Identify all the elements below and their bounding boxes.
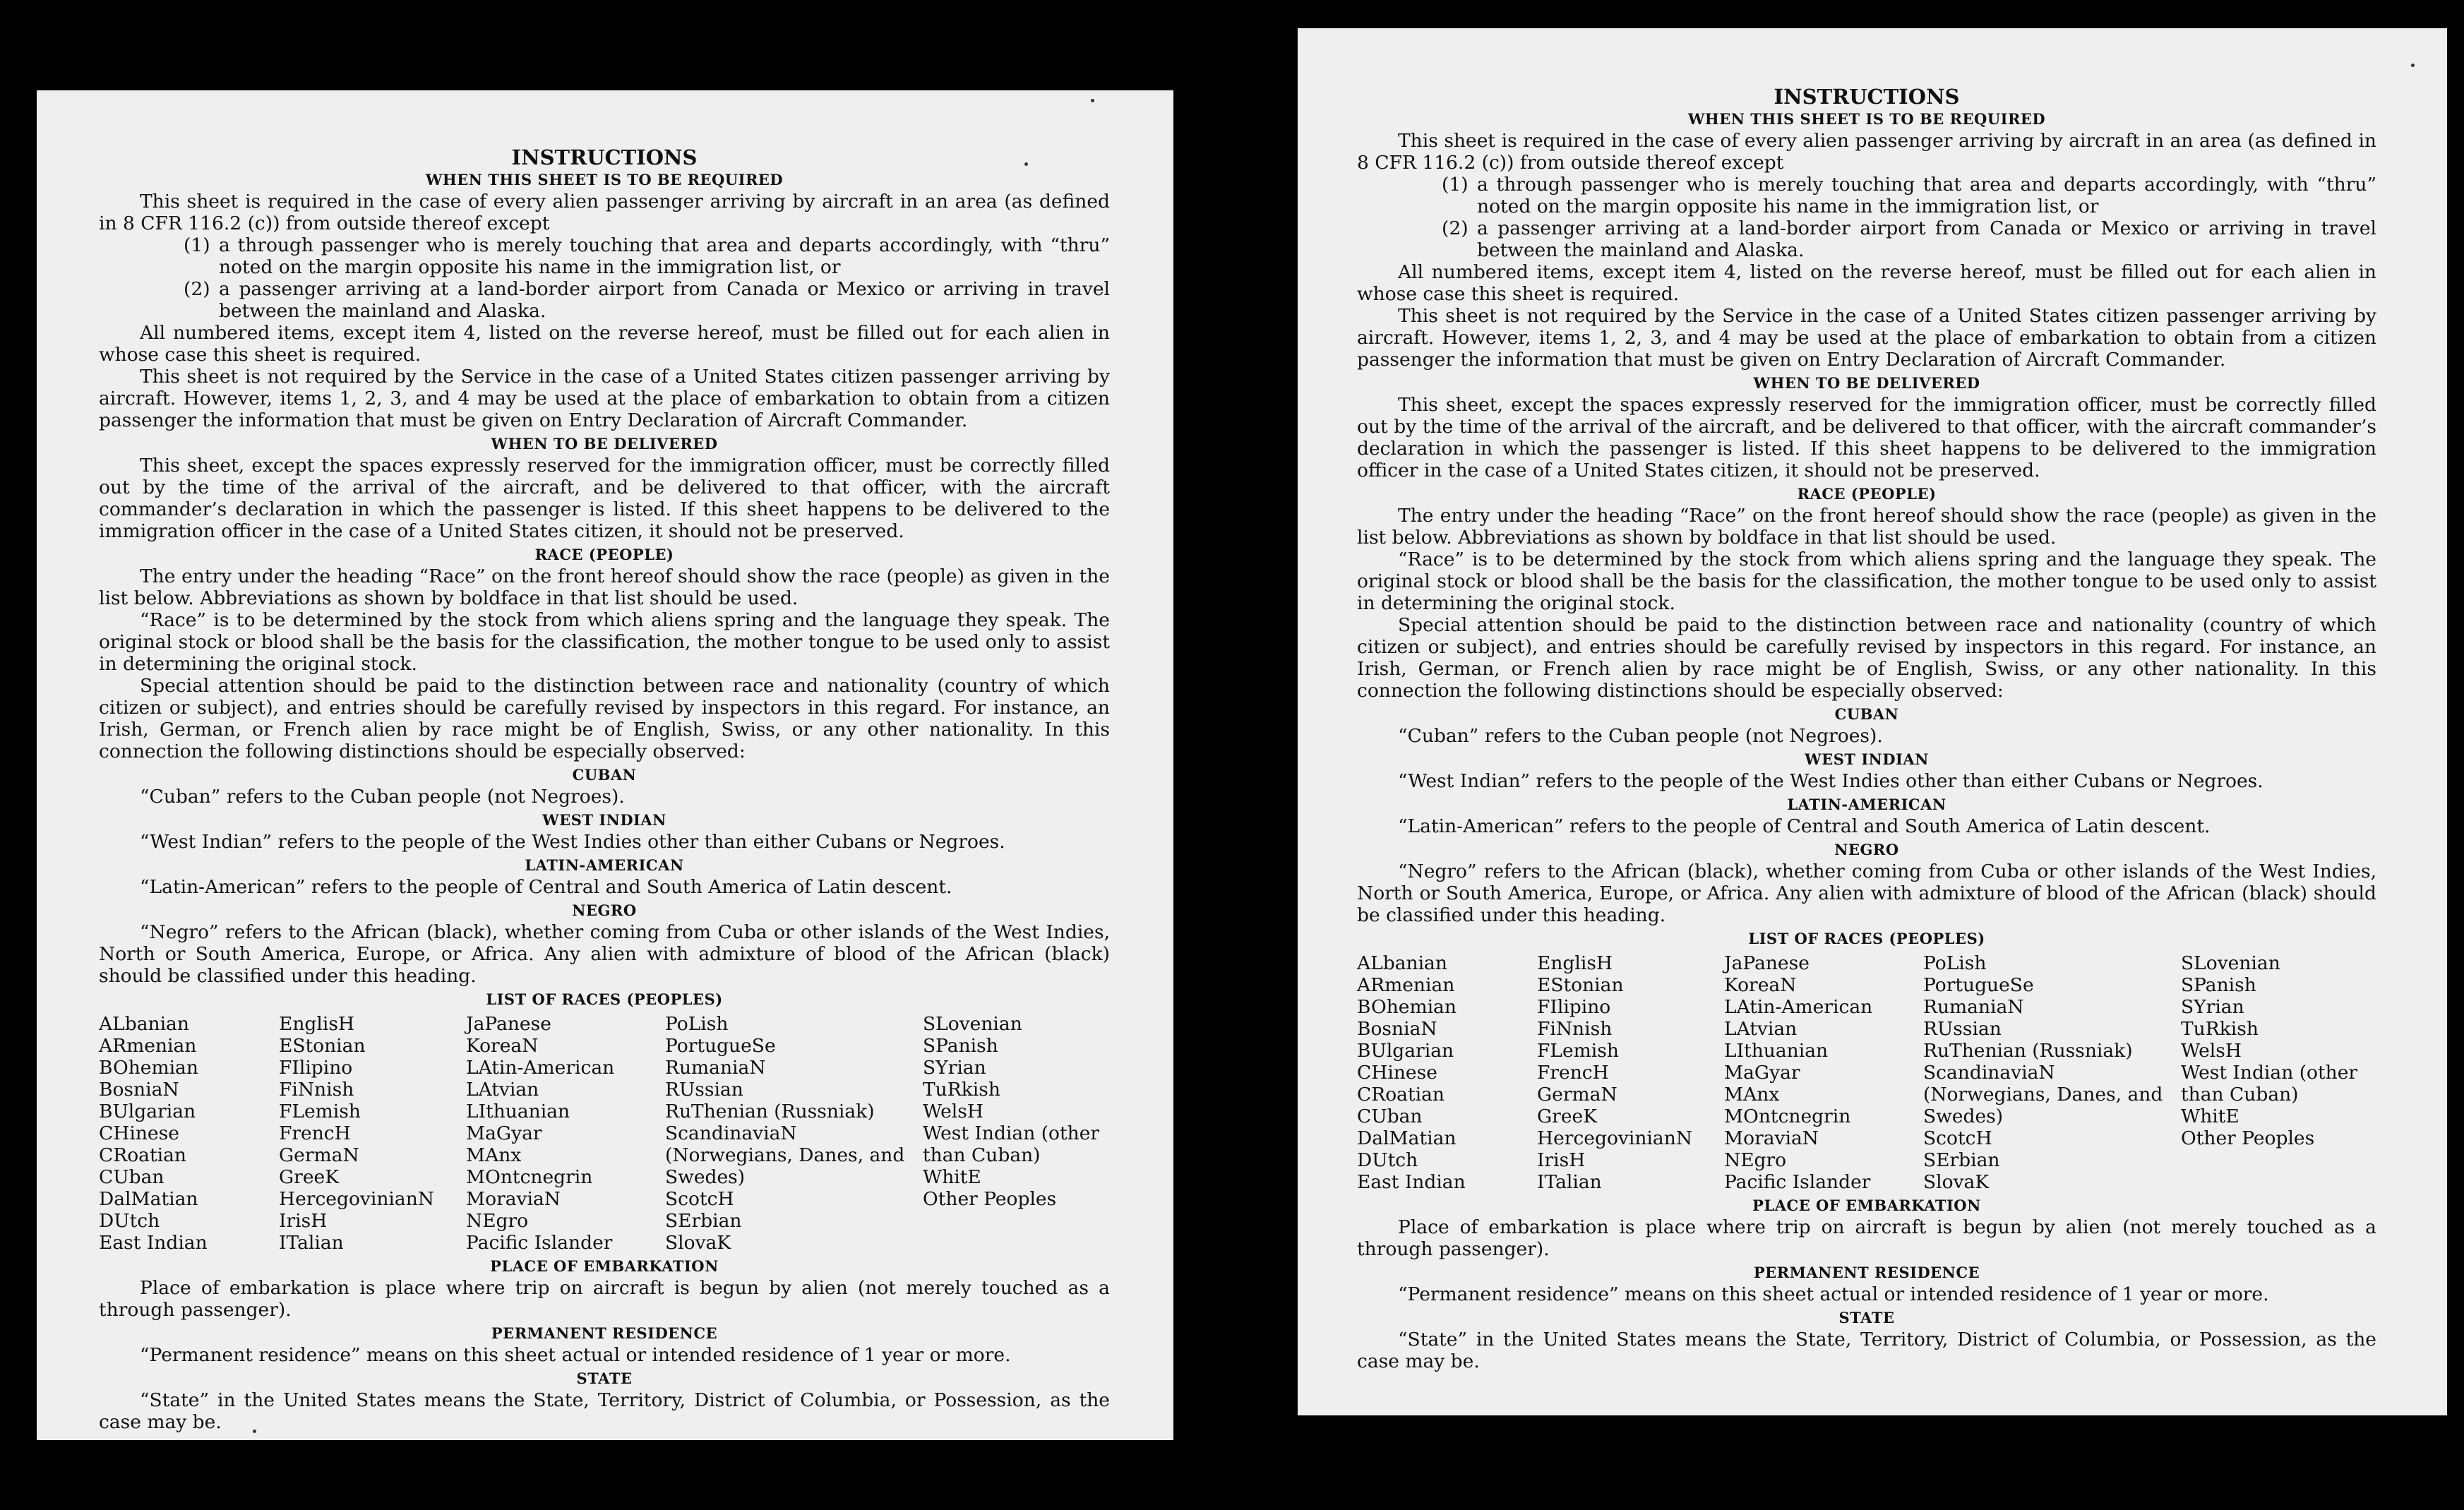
race-entry: SPanish xyxy=(923,1035,998,1057)
races-column xyxy=(1357,952,1537,1193)
section-heading-embarkation: PLACE OF EMBARKATION xyxy=(490,1257,719,1275)
races-column xyxy=(99,1013,279,1254)
race-entry: FiNnish xyxy=(279,1079,354,1101)
race-entry: ALbanian xyxy=(1357,952,1447,974)
paragraph-latin-american: “Latin-American” refers to the people of Central and South America of Latin descent. xyxy=(1398,815,2211,837)
race-entry: LAtvian xyxy=(466,1079,539,1101)
races-column xyxy=(466,1013,665,1254)
race-entry: Pacific Islander xyxy=(466,1232,613,1254)
item-number: (1) xyxy=(184,234,210,256)
race-entry: East Indian xyxy=(99,1232,208,1254)
race-entry: SPanish xyxy=(2181,974,2256,996)
item-text: a passenger arriving at a land-border airport from Canada or Mexico or arriving in travel between the mainland and Alaska. xyxy=(219,278,1110,322)
races-list xyxy=(99,1013,1110,1254)
race-entry: IrisH xyxy=(1537,1149,1586,1171)
race-entry: IrisH xyxy=(279,1210,328,1232)
races-column xyxy=(665,1013,923,1254)
race-entry: ARmenian xyxy=(1357,974,1455,996)
section-heading-when-delivered: WHEN TO BE DELIVERED xyxy=(491,435,718,453)
race-entry: EStonian xyxy=(279,1035,366,1057)
item-number: (1) xyxy=(1442,174,1469,196)
race-entry: BOhemian xyxy=(1357,996,1457,1018)
races-list xyxy=(1357,952,2376,1193)
race-entry: MaGyar xyxy=(1724,1062,1800,1084)
race-entry: ITalian xyxy=(1537,1171,1602,1193)
race-entry: GermaN xyxy=(279,1144,359,1166)
race-entry: WelsH xyxy=(2181,1040,2242,1062)
race-entry: East Indian xyxy=(1357,1171,1466,1193)
race-entry: CUban xyxy=(1357,1105,1423,1127)
section-heading-race: RACE (PEOPLE) xyxy=(1797,485,1937,503)
item-text: a passenger arriving at a land-border airport from Canada or Mexico or arriving in travel between the mainland and Alaska. xyxy=(1477,217,2376,261)
section-heading-west-indian: WEST INDIAN xyxy=(1805,750,1929,768)
race-entry: ITalian xyxy=(279,1232,344,1254)
section-heading-when-delivered: WHEN TO BE DELIVERED xyxy=(1753,374,1980,392)
race-entry: ScotcH xyxy=(665,1188,734,1210)
section-heading-cuban: CUBAN xyxy=(1834,705,1899,723)
paragraph-race-1: The entry under the heading “Race” on the front hereof should show the race (people) as given in the list below. Abbreviations as shown by boldface in that list should be used. xyxy=(99,565,1110,609)
race-entry: GreeK xyxy=(279,1166,339,1188)
section-heading-state: STATE xyxy=(576,1370,633,1387)
race-entry: DUtch xyxy=(99,1210,160,1232)
paragraph-embarkation: Place of embarkation is place where trip on aircraft is begun by alien (not merely touched as a through passenger). xyxy=(99,1277,1110,1321)
races-column xyxy=(923,1013,1113,1254)
race-entry: BOhemian xyxy=(99,1057,198,1079)
paragraph-citizen: This sheet is not required by the Service in the case of a United States citizen passenger arriving by aircraft. However, items 1, 2, 3, and 4 may be used at the place of embarkation to obtain from a citizen passenger the information that must be given on Entry Declaration of Aircraft Commander. xyxy=(1357,305,2376,371)
race-entry: ALbanian xyxy=(99,1013,189,1035)
paragraph-state: “State” in the United States means the State, Territory, District of Columbia, or Possession, as the case may be. xyxy=(1357,1329,2376,1372)
document-page-right xyxy=(1298,28,2447,1415)
race-entry: FrencH xyxy=(1537,1062,1609,1084)
paragraph-delivered: This sheet, except the spaces expressly reserved for the immigration officer, must be correctly filled out by the time of the arrival of the aircraft, and be delivered to that officer, with the aircraft commander’s declaration in which the passenger is listed. If this sheet happens to be delivered to the immigration officer in the case of a United States citizen, it should not be preserved. xyxy=(1357,394,2376,481)
race-entry: SlovaK xyxy=(665,1232,731,1254)
page-title: INSTRUCTIONS xyxy=(511,145,698,169)
race-entry: FIlipino xyxy=(1537,996,1611,1018)
race-entry: SlovaK xyxy=(1923,1171,1990,1193)
race-entry: Other Peoples xyxy=(923,1188,1057,1210)
race-entry: BosniaN xyxy=(99,1079,179,1101)
race-entry: MAnx xyxy=(1724,1084,1780,1105)
paragraph-intro: This sheet is required in the case of every alien passenger arriving by aircraft in an area (as defined in 8 CFR 116.2 (c)) from outside thereof except xyxy=(99,191,1110,234)
race-entry: HercegovinianN xyxy=(279,1188,434,1210)
item-number: (2) xyxy=(184,278,210,300)
race-entry: CHinese xyxy=(99,1122,179,1144)
page-title: INSTRUCTIONS xyxy=(1774,85,1960,109)
paragraph-residence: “Permanent residence” means on this sheet actual or intended residence of 1 year or more. xyxy=(140,1344,1011,1366)
scan-speck xyxy=(1024,162,1028,166)
paragraph-race-1: The entry under the heading “Race” on the front hereof should show the race (people) as given in the list below. Abbreviations as shown by boldface in that list should be used. xyxy=(1357,505,2376,549)
paragraph-race-3: Special attention should be paid to the distinction between race and nationality (country of which citizen or subject), and entries should be carefully revised by inspectors in this regard. For instance, an Irish, German, or French alien by race might be of English, Swiss, or any other nationality. In this connection the following distinctions should be especially observed: xyxy=(99,675,1110,762)
race-entry: LAtvian xyxy=(1724,1018,1798,1040)
section-heading-races-list: LIST OF RACES (PEOPLES) xyxy=(1748,930,1985,947)
race-entry: Pacific Islander xyxy=(1724,1171,1871,1193)
race-entry: MOntcnegrin xyxy=(466,1166,593,1188)
race-entry: MoraviaN xyxy=(466,1188,561,1210)
paragraph-west-indian: “West Indian” refers to the people of the West Indies other than either Cubans or Negroes. xyxy=(140,831,1005,853)
race-entry: BUlgarian xyxy=(99,1101,196,1122)
paragraph-race-2: “Race” is to be determined by the stock from which aliens spring and the language they speak. The original stock or blood shall be the basis for the classification, the mother tongue to be used only to assist in determining the original stock. xyxy=(99,609,1110,675)
paragraph-race-3: Special attention should be paid to the distinction between race and nationality (country of which citizen or subject), and entries should be carefully revised by inspectors in this regard. For instance, an Irish, German, or French alien by race might be of English, Swiss, or any other nationality. In this connection the following distinctions should be especially observed: xyxy=(1357,614,2376,702)
race-entry: JaPanese xyxy=(1724,952,1810,974)
section-heading-embarkation: PLACE OF EMBARKATION xyxy=(1752,1197,1981,1214)
race-entry: ScandinaviaN (Norwegians, Danes, and Swedes) xyxy=(1923,1062,2163,1127)
race-entry: FIlipino xyxy=(279,1057,353,1079)
paragraph-citizen: This sheet is not required by the Service in the case of a United States citizen passenger arriving by aircraft. However, items 1, 2, 3, and 4 may be used at the place of embarkation to obtain from a citizen passenger the information that must be given on Entry Declaration of Aircraft Commander. xyxy=(99,366,1110,431)
item-text: a through passenger who is merely touching that area and departs accordingly, with “thru” noted on the margin opposite his name in the immigration list, or xyxy=(219,234,1110,278)
paragraph-cuban: “Cuban” refers to the Cuban people (not Negroes). xyxy=(1398,725,1883,747)
race-entry: MoraviaN xyxy=(1724,1127,1819,1149)
race-entry: West Indian (other than Cuban) xyxy=(2181,1062,2358,1105)
race-entry: CUban xyxy=(99,1166,165,1188)
race-entry: SLovenian xyxy=(2181,952,2280,974)
race-entry: GermaN xyxy=(1537,1084,1617,1105)
paragraph-residence: “Permanent residence” means on this sheet actual or intended residence of 1 year or more. xyxy=(1398,1283,2269,1305)
section-heading-negro: NEGRO xyxy=(1834,841,1899,858)
paragraph-numbered-items: All numbered items, except item 4, listed on the reverse hereof, must be filled out for each alien in whose case this sheet is required. xyxy=(1357,261,2376,305)
race-entry: PoLish xyxy=(1923,952,1987,974)
list-item xyxy=(184,278,1110,322)
race-entry: FrencH xyxy=(279,1122,351,1144)
race-entry: FLemish xyxy=(279,1101,361,1122)
races-column xyxy=(1724,952,1923,1193)
race-entry: NEgro xyxy=(1724,1149,1787,1171)
race-entry: FLemish xyxy=(1537,1040,1619,1062)
paragraph-numbered-items: All numbered items, except item 4, listed on the reverse hereof, must be filled out for each alien in whose case this sheet is required. xyxy=(99,322,1110,366)
race-entry: SYrian xyxy=(2181,996,2244,1018)
race-entry: SErbian xyxy=(665,1210,742,1232)
race-entry: HercegovinianN xyxy=(1537,1127,1692,1149)
list-item xyxy=(1442,217,2376,261)
race-entry: MaGyar xyxy=(466,1122,542,1144)
race-entry: CRoatian xyxy=(99,1144,186,1166)
race-entry: CHinese xyxy=(1357,1062,1437,1084)
list-item xyxy=(184,234,1110,278)
scan-speck xyxy=(2411,64,2415,67)
race-entry: DalMatian xyxy=(99,1188,198,1210)
race-entry: RumaniaN xyxy=(1923,996,2024,1018)
race-entry: EStonian xyxy=(1537,974,1624,996)
paragraph-state: “State” in the United States means the State, Territory, District of Columbia, or Possession, as the case may be. xyxy=(99,1389,1110,1433)
race-entry: EnglisH xyxy=(1537,952,1613,974)
race-entry: ScandinaviaN (Norwegians, Danes, and Swedes) xyxy=(665,1122,905,1188)
race-entry: EnglisH xyxy=(279,1013,355,1035)
list-item xyxy=(1442,174,2376,217)
paragraph-latin-american: “Latin-American” refers to the people of Central and South America of Latin descent. xyxy=(140,876,952,898)
race-entry: RuThenian (Russniak) xyxy=(1923,1040,2133,1062)
paragraph-race-2: “Race” is to be determined by the stock from which aliens spring and the language they speak. The original stock or blood shall be the basis for the classification, the mother tongue to be used only to assist in determining the original stock. xyxy=(1357,549,2376,614)
scan-speck xyxy=(1091,99,1094,102)
race-entry: DalMatian xyxy=(1357,1127,1457,1149)
race-entry: GreeK xyxy=(1537,1105,1597,1127)
races-column xyxy=(2181,952,2372,1193)
race-entry: ScotcH xyxy=(1923,1127,1992,1149)
race-entry: West Indian (other than Cuban) xyxy=(923,1122,1100,1166)
race-entry: LAtin-American xyxy=(466,1057,615,1079)
race-entry: MOntcnegrin xyxy=(1724,1105,1851,1127)
race-entry: WhitE xyxy=(2181,1105,2239,1127)
section-heading-state: STATE xyxy=(1838,1309,1895,1326)
race-entry: MAnx xyxy=(466,1144,522,1166)
paragraph-negro: “Negro” refers to the African (black), whether coming from Cuba or other islands of the West Indies, North or South America, Europe, or Africa. Any alien with admixture of blood of the African (black) should be classified under this heading. xyxy=(1357,861,2376,926)
section-heading-latin-american: LATIN-AMERICAN xyxy=(1787,796,1946,813)
race-entry: RUssian xyxy=(1923,1018,2002,1040)
section-heading-residence: PERMANENT RESIDENCE xyxy=(491,1324,718,1342)
race-entry: RUssian xyxy=(665,1079,743,1101)
races-column xyxy=(279,1013,466,1254)
race-entry: Other Peoples xyxy=(2181,1127,2315,1149)
section-heading-negro: NEGRO xyxy=(572,901,637,919)
race-entry: SErbian xyxy=(1923,1149,2000,1171)
section-heading-races-list: LIST OF RACES (PEOPLES) xyxy=(486,990,723,1008)
item-text: a through passenger who is merely touching that area and departs accordingly, with “thru” noted on the margin opposite his name in the immigration list, or xyxy=(1477,174,2376,217)
race-entry: KoreaN xyxy=(1724,974,1797,996)
race-entry: CRoatian xyxy=(1357,1084,1445,1105)
race-entry: ARmenian xyxy=(99,1035,197,1057)
race-entry: DUtch xyxy=(1357,1149,1418,1171)
race-entry: RuThenian (Russniak) xyxy=(665,1101,875,1122)
paragraph-west-indian: “West Indian” refers to the people of the West Indies other than either Cubans or Negroes. xyxy=(1398,770,2263,792)
race-entry: LIthuanian xyxy=(466,1101,570,1122)
document-page-left xyxy=(37,90,1173,1440)
race-entry: PortugueSe xyxy=(1923,974,2034,996)
race-entry: KoreaN xyxy=(466,1035,539,1057)
race-entry: FiNnish xyxy=(1537,1018,1613,1040)
section-heading-when-required: WHEN THIS SHEET IS TO BE REQUIRED xyxy=(425,171,784,188)
paragraph-cuban: “Cuban” refers to the Cuban people (not Negroes). xyxy=(140,786,625,808)
race-entry: SYrian xyxy=(923,1057,986,1079)
paragraph-intro: This sheet is required in the case of every alien passenger arriving by aircraft in an area (as defined in 8 CFR 116.2 (c)) from outside thereof except xyxy=(1357,130,2376,174)
race-entry: SLovenian xyxy=(923,1013,1022,1035)
races-column xyxy=(1923,952,2181,1193)
race-entry: LIthuanian xyxy=(1724,1040,1829,1062)
section-heading-residence: PERMANENT RESIDENCE xyxy=(1753,1264,1980,1281)
race-entry: PortugueSe xyxy=(665,1035,776,1057)
section-heading-race: RACE (PEOPLE) xyxy=(534,546,674,563)
races-column xyxy=(1537,952,1724,1193)
section-heading-latin-american: LATIN-AMERICAN xyxy=(525,856,684,874)
race-entry: NEgro xyxy=(466,1210,529,1232)
race-entry: WelsH xyxy=(923,1101,983,1122)
paragraph-embarkation: Place of embarkation is place where trip on aircraft is begun by alien (not merely touched as a through passenger). xyxy=(1357,1216,2376,1260)
race-entry: RumaniaN xyxy=(665,1057,766,1079)
race-entry: TuRkish xyxy=(923,1079,1000,1101)
race-entry: TuRkish xyxy=(2181,1018,2259,1040)
paragraph-negro: “Negro” refers to the African (black), whether coming from Cuba or other islands of the West Indies, North or South America, Europe, or Africa. Any alien with admixture of blood of the African (black) should be classified under this heading. xyxy=(99,921,1110,987)
race-entry: BosniaN xyxy=(1357,1018,1437,1040)
item-number: (2) xyxy=(1442,217,1469,239)
race-entry: LAtin-American xyxy=(1724,996,1873,1018)
scan-speck xyxy=(253,1430,256,1433)
paragraph-delivered: This sheet, except the spaces expressly reserved for the immigration officer, must be correctly filled out by the time of the arrival of the aircraft, and be delivered to that officer, with the aircraft commander’s declaration in which the passenger is listed. If this sheet happens to be delivered to the immigration officer in the case of a United States citizen, it should not be preserved. xyxy=(99,455,1110,542)
section-heading-west-indian: WEST INDIAN xyxy=(542,811,666,829)
section-heading-when-required: WHEN THIS SHEET IS TO BE REQUIRED xyxy=(1687,110,2046,128)
race-entry: WhitE xyxy=(923,1166,981,1188)
section-heading-cuban: CUBAN xyxy=(572,766,637,784)
race-entry: BUlgarian xyxy=(1357,1040,1454,1062)
race-entry: JaPanese xyxy=(466,1013,551,1035)
race-entry: PoLish xyxy=(665,1013,729,1035)
